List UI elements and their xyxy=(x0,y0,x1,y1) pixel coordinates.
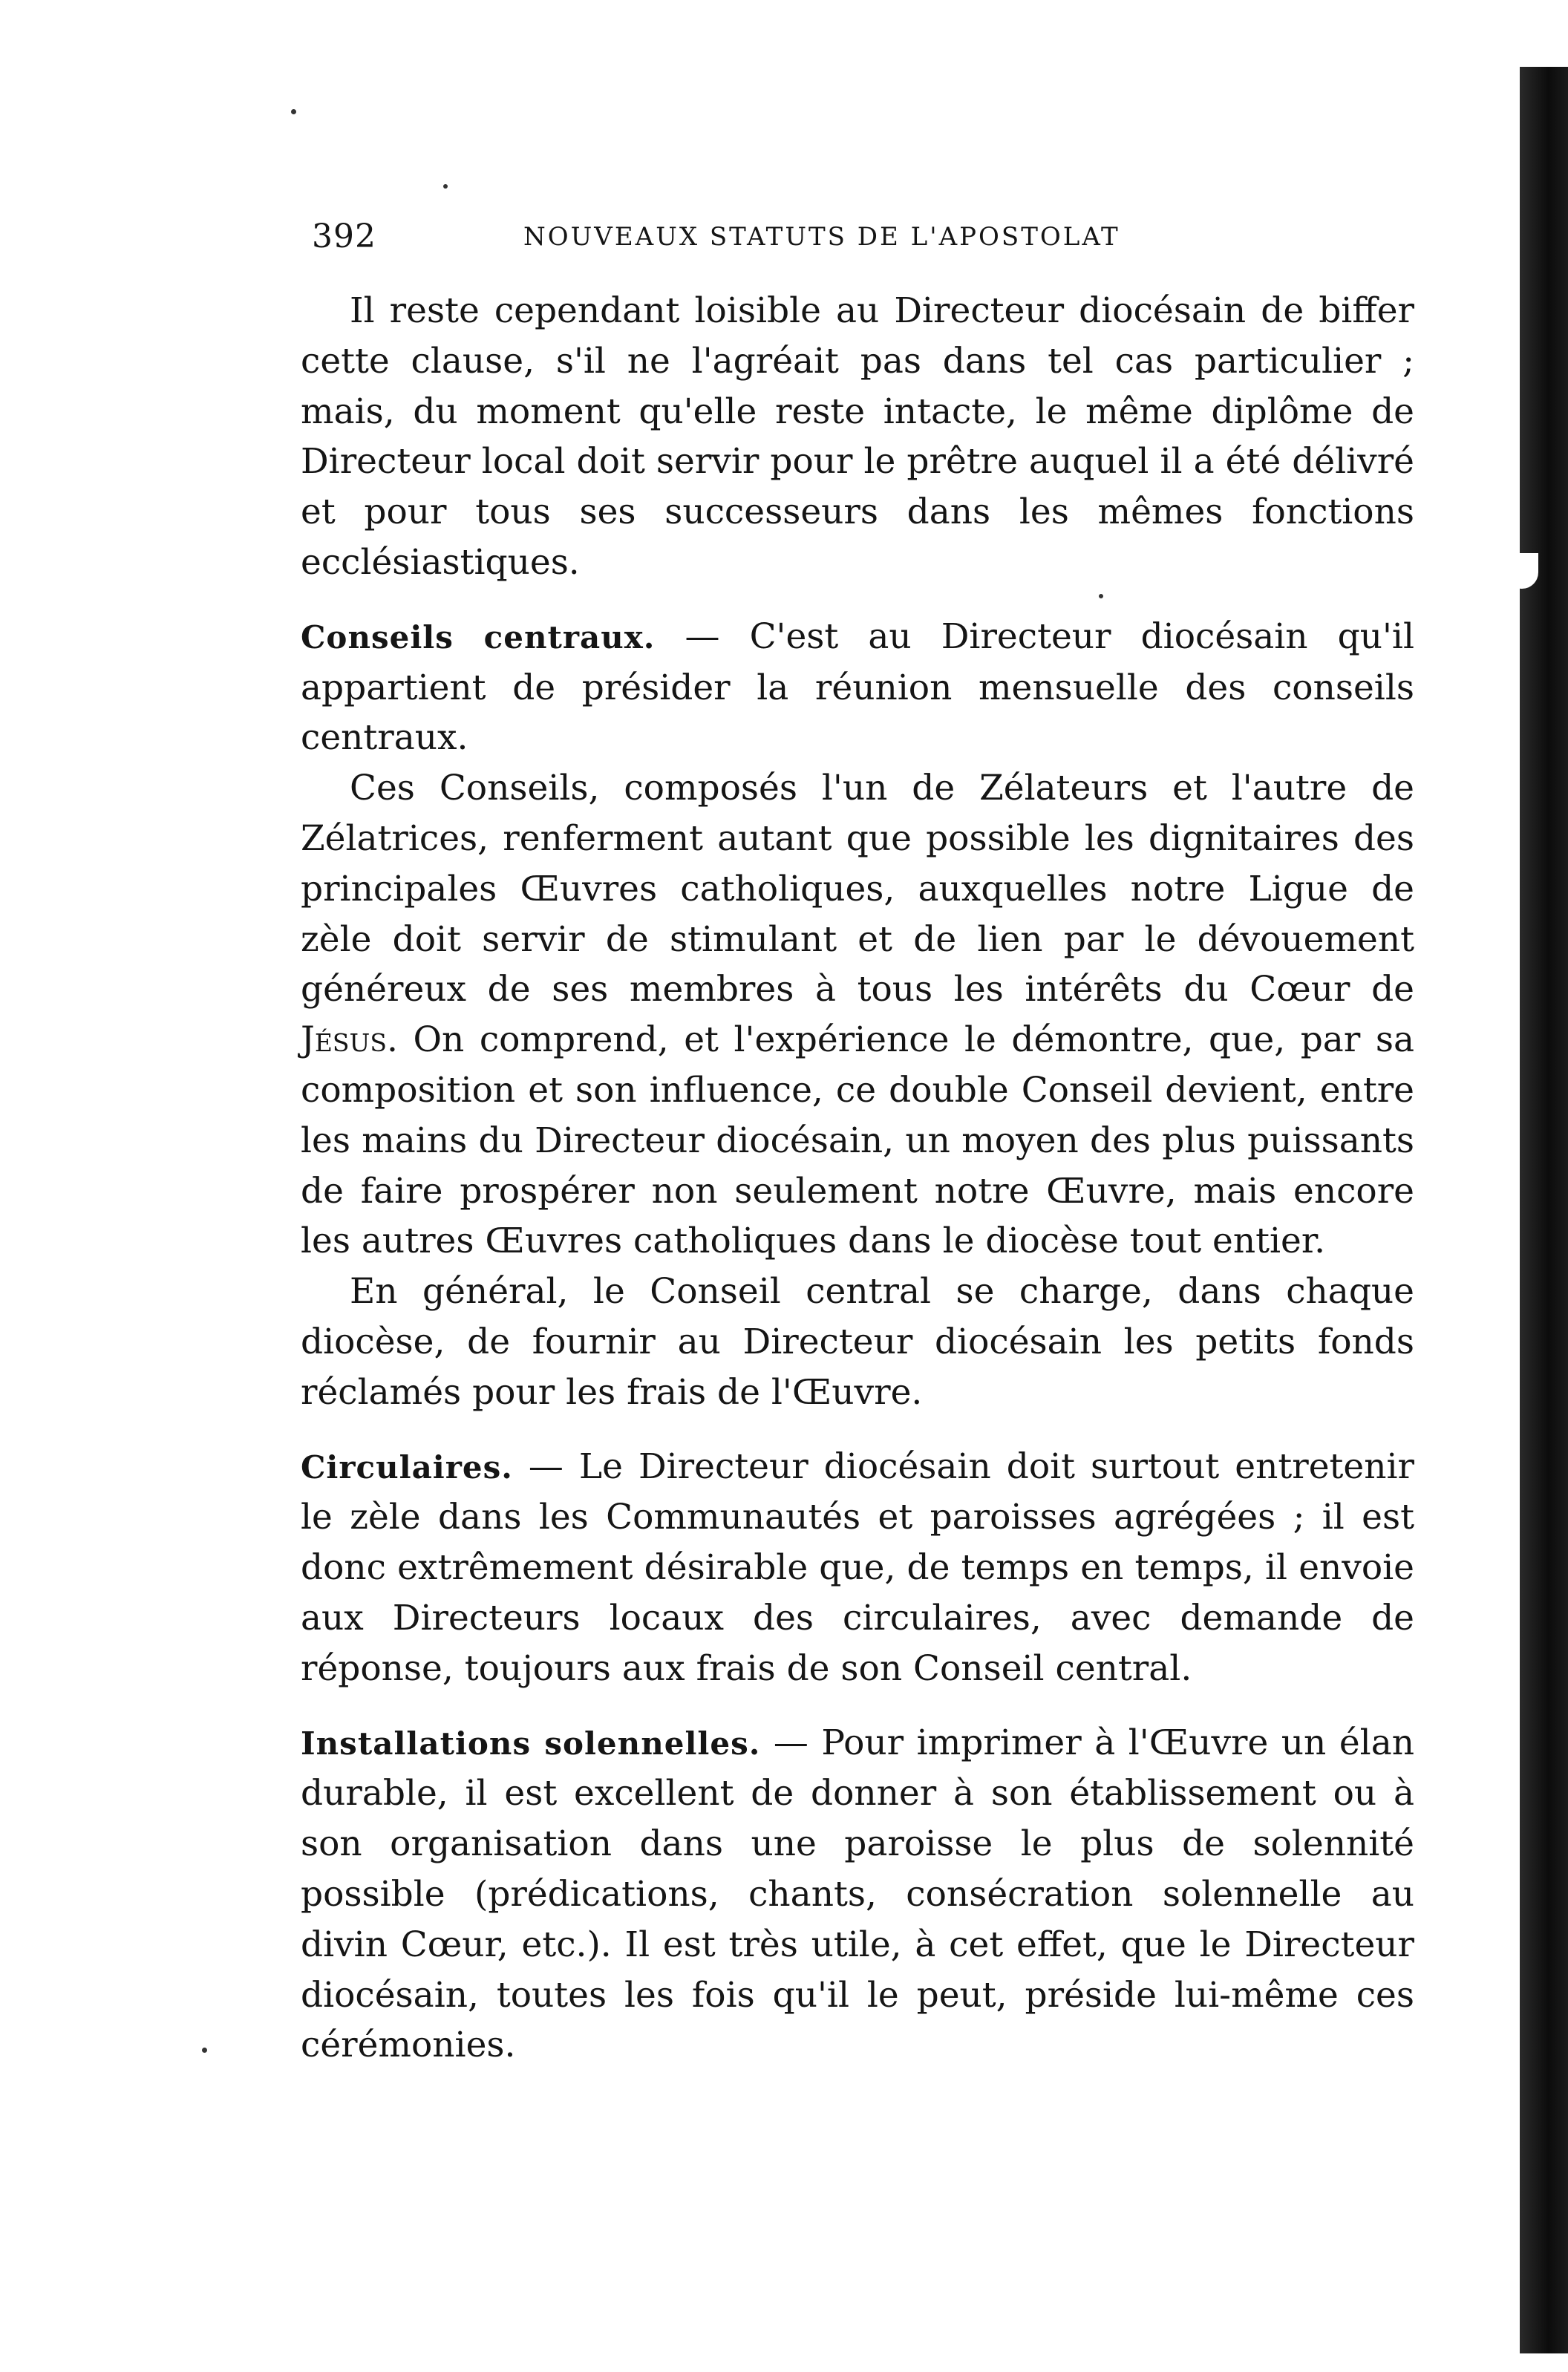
paragraph-text: Il reste cependant loisible au Directeur diocésain de biffer cette clause, s'il ne l'agréait pas dans tel cas particulier ; mais, du moment qu'elle reste intacte, le même diplôme de Directeur local doit servir pour le prêtre auquel il a été délivré et pour tous ses successeurs dans les mêmes fonctions ecclésiastiques. xyxy=(301,290,1414,583)
paragraph-text: — Le Directeur diocésain doit surtout entretenir le zèle dans les Communautés et paroisses agrégées ; il est donc extrêmement désirable que, de temps en temps, il envoie aux Directeurs locaux des circulaires, avec demande de réponse, toujours aux frais de son Conseil central. xyxy=(301,1445,1414,1689)
ink-speck xyxy=(443,184,448,189)
ink-speck xyxy=(202,2048,207,2053)
paragraph-conseils-centraux xyxy=(301,612,1414,763)
paragraph-text: Ces Conseils, composés l'un de Zélateurs et l'autre de Zélatrices, renferment autant que possible les dignitaires des principales Œuvres catholiques, auxquelles notre Ligue de zèle doit servir de stimulant et de lien par le dévouement généreux de ses membres à tous les intérêts du Cœur de xyxy=(301,768,1414,1010)
body-text xyxy=(301,286,1414,2071)
paragraph-circulaires xyxy=(301,1442,1414,1694)
binding-notch xyxy=(1505,553,1538,589)
paragraph-text: En général, le Conseil central se charge, dans chaque diocèse, de fournir au Directeur diocésain les petits fonds réclamés pour les frais de l'Œuvre. xyxy=(301,1271,1414,1413)
small-caps-name: Jésus xyxy=(301,1019,387,1061)
paragraph-text: . On comprend, et l'expérience le démontre, que, par sa composition et son influence, ce double Conseil devient, entre les mains du Directeur diocésain, un moyen des plus puissants de faire prospérer non seulement notre Œuvre, mais encore les autres Œuvres catholiques dans le diocèse tout entier. xyxy=(301,1019,1414,1262)
binding-edge-shadow xyxy=(1520,67,1568,2353)
paragraph-installations xyxy=(301,1718,1414,2071)
page-number: 392 xyxy=(312,218,376,255)
paragraph-text: — C'est au Directeur diocésain qu'il appartient de présider la réunion mensuelle des conseils centraux. xyxy=(301,615,1414,759)
section-heading: Circulaires. xyxy=(301,1448,513,1486)
ink-speck xyxy=(291,109,296,114)
section-heading: Conseils centraux. xyxy=(301,618,656,656)
page-header xyxy=(312,218,1247,262)
running-title: NOUVEAUX STATUTS DE L'APOSTOLAT xyxy=(523,222,1120,252)
paragraph-en-general xyxy=(301,1267,1414,1417)
section-heading: Installations solennelles. xyxy=(301,1725,761,1762)
paragraph-diplome xyxy=(301,286,1414,588)
paragraph-text: — Pour imprimer à l'Œuvre un élan durable, il est excellent de donner à son établissement ou à son organisation dans une paroisse le plus de solennité possible (prédications, chants, consécration solennelle au divin Cœur, etc.). Il est très utile, à cet effet, que le Directeur diocésain, toutes les fois qu'il le peut, préside lui-même ces cérémonies. xyxy=(301,1722,1414,2066)
paragraph-ces-conseils xyxy=(301,763,1414,1267)
